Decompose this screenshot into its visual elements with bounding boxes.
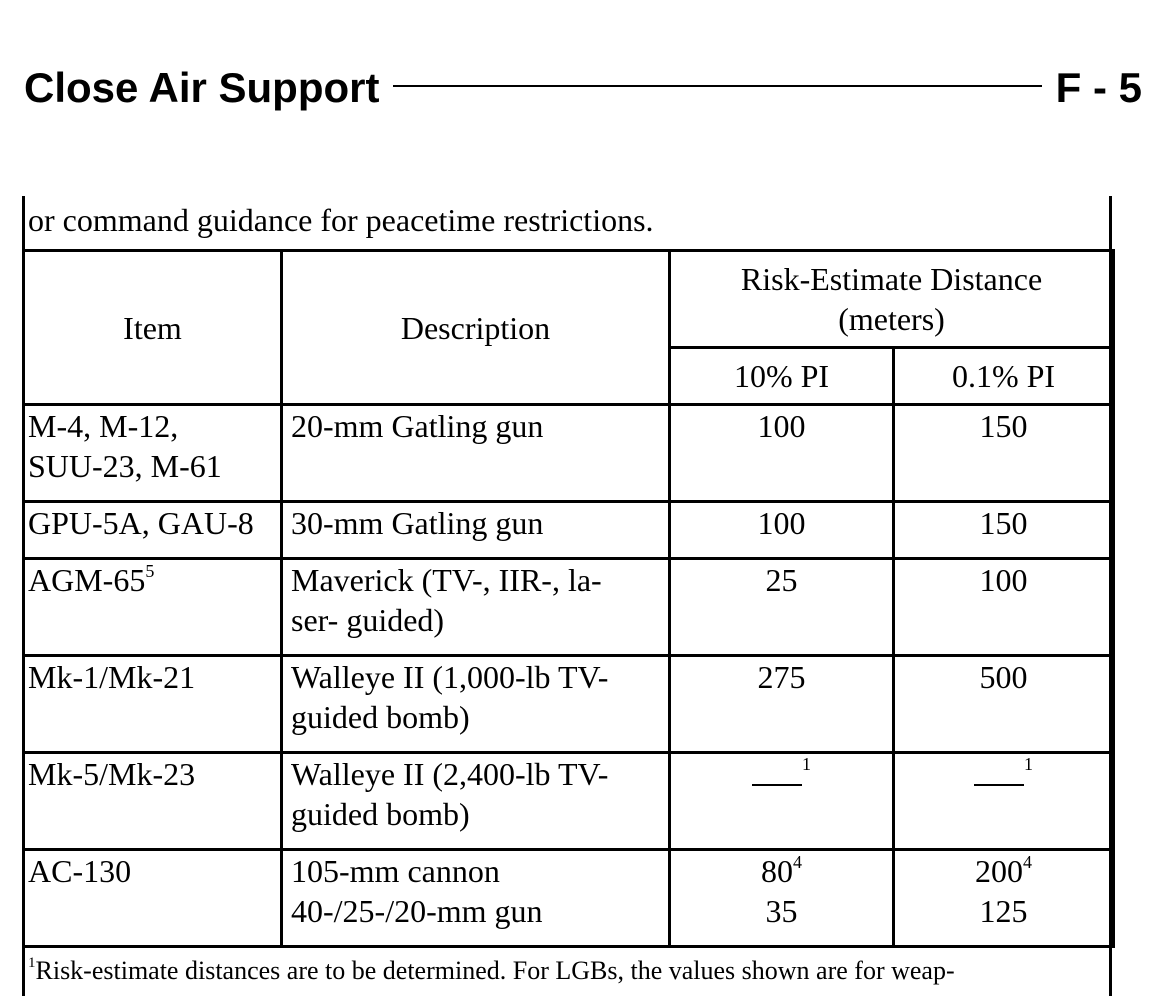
cell-item: Mk-1/Mk-21: [24, 656, 282, 753]
item-line: SUU-23, M-61: [28, 448, 222, 484]
page-number: F - 5: [1055, 64, 1142, 111]
table-row: [24, 850, 1114, 947]
cell-pi-01: 150: [894, 502, 1114, 559]
cell-pi-10: 25: [670, 559, 894, 656]
cell-pi-10: 100: [670, 502, 894, 559]
table-header-row: [24, 251, 1114, 348]
description-line: Maverick (TV-, IIR-, la-: [291, 562, 602, 598]
value-line: 125: [979, 893, 1028, 929]
cell-item: [24, 559, 282, 656]
header-risk-line2: (meters): [838, 301, 945, 337]
cell-description: 30-mm Gatling gun: [282, 502, 670, 559]
cell-description: [282, 559, 670, 656]
item-text: AGM-65: [28, 562, 146, 598]
cell-item: Mk-5/Mk-23: [24, 753, 282, 850]
footnote-marker: 4: [1023, 852, 1032, 872]
footnote-marker: 1: [28, 955, 36, 971]
header-item: Item: [24, 251, 282, 405]
blank-value-line: [974, 754, 1024, 786]
description-line: 105-mm cannon: [291, 853, 500, 889]
cell-pi-10: 275: [670, 656, 894, 753]
cell-pi-01: 500: [894, 656, 1114, 753]
cell-item: AC-130: [24, 850, 282, 947]
header-risk-line1: Risk-Estimate Distance: [740, 261, 1043, 297]
footnote-marker: 1: [802, 754, 811, 774]
blank-value-line: [752, 754, 802, 786]
cell-pi-10: 100: [670, 405, 894, 502]
cell-description: [282, 656, 670, 753]
table-row: [24, 559, 1114, 656]
cell-pi-01: [894, 753, 1114, 850]
header-pi-01: 0.1% PI: [894, 348, 1114, 405]
table-row: [24, 502, 1114, 559]
header-rule: [393, 85, 1041, 87]
value-line: [895, 851, 1112, 891]
value-line: [671, 851, 892, 891]
header-description: Description: [282, 251, 670, 405]
description-line: 40-/25-/20-mm gun: [291, 893, 543, 929]
description-line: ser- guided): [291, 602, 445, 638]
cell-description: [282, 753, 670, 850]
value-line: 35: [765, 893, 798, 929]
description-line: guided bomb): [291, 699, 470, 735]
table-row: [24, 656, 1114, 753]
header-risk-estimate: [670, 251, 1114, 348]
cell-item: GPU-5A, GAU-8: [24, 502, 282, 559]
cell-pi-01: 100: [894, 559, 1114, 656]
cell-pi-10: [670, 753, 894, 850]
footnote: [28, 956, 955, 986]
cell-pi-01: [894, 850, 1114, 947]
description-line: Walleye II (1,000-lb TV-: [291, 659, 609, 695]
footnote-marker: 5: [145, 561, 155, 581]
header-pi-10: 10% PI: [670, 348, 894, 405]
cell-description: [282, 850, 670, 947]
footnote-marker: 1: [1024, 754, 1033, 774]
value-text: 200: [975, 853, 1023, 889]
document-body: [22, 196, 1112, 996]
table-row: [24, 405, 1114, 502]
value-text: 80: [761, 853, 793, 889]
footnote-marker: 4: [793, 852, 802, 872]
cell-item: [24, 405, 282, 502]
description-line: Walleye II (2,400-lb TV-: [291, 756, 609, 792]
cell-pi-10: [670, 850, 894, 947]
item-line: M-4, M-12,: [28, 408, 179, 444]
page-header: [24, 60, 1142, 116]
risk-estimate-table: [22, 249, 1115, 948]
intro-text: or command guidance for peacetime restrictions.: [28, 202, 654, 238]
section-title: Close Air Support: [24, 64, 380, 111]
description-line: guided bomb): [291, 796, 470, 832]
footnote-text: Risk-estimate distances are to be determined. For LGBs, the values shown are for weap-: [35, 956, 955, 985]
table-row: [24, 753, 1114, 850]
cell-pi-01: 150: [894, 405, 1114, 502]
cell-description: 20-mm Gatling gun: [282, 405, 670, 502]
